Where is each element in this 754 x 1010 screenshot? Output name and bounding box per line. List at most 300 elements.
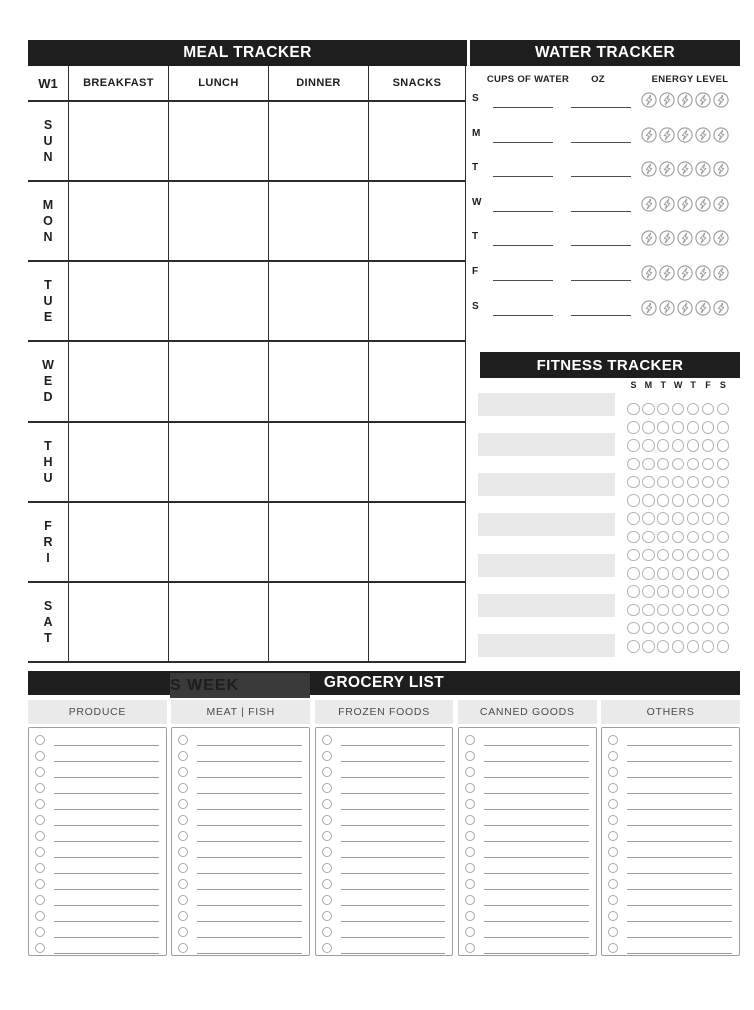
fitness-check-circle[interactable] <box>717 622 729 634</box>
grocery-item-line[interactable] <box>627 953 732 954</box>
item-bullet-circle[interactable] <box>35 927 45 937</box>
grocery-item-line[interactable] <box>627 889 732 890</box>
item-bullet-circle[interactable] <box>322 927 332 937</box>
fitness-check-circle[interactable] <box>702 567 714 579</box>
grocery-item-row[interactable] <box>29 795 166 811</box>
fitness-check-circle[interactable] <box>702 439 714 451</box>
item-bullet-circle[interactable] <box>35 799 45 809</box>
item-bullet-circle[interactable] <box>465 815 475 825</box>
fitness-check-circle[interactable] <box>657 585 669 597</box>
grocery-item-row[interactable] <box>459 843 596 859</box>
grocery-item-line[interactable] <box>197 937 302 938</box>
grocery-item-row[interactable] <box>29 827 166 843</box>
grocery-item-line[interactable] <box>54 761 159 762</box>
fitness-check-circle[interactable] <box>657 604 669 616</box>
grocery-item-row[interactable] <box>316 779 453 795</box>
grocery-item-line[interactable] <box>627 905 732 906</box>
item-bullet-circle[interactable] <box>608 767 618 777</box>
grocery-item-row[interactable] <box>29 843 166 859</box>
energy-bolt-icon[interactable] <box>695 230 711 251</box>
activity-name-field[interactable] <box>478 634 615 657</box>
cups-entry-line[interactable] <box>493 142 553 143</box>
grocery-item-line[interactable] <box>627 761 732 762</box>
fitness-check-circle[interactable] <box>702 494 714 506</box>
energy-bolt-icon[interactable] <box>641 161 657 182</box>
energy-bolt-icon[interactable] <box>713 127 729 148</box>
item-bullet-circle[interactable] <box>178 799 188 809</box>
fitness-check-circle[interactable] <box>672 640 684 652</box>
item-bullet-circle[interactable] <box>178 911 188 921</box>
item-bullet-circle[interactable] <box>465 895 475 905</box>
grocery-item-row[interactable] <box>29 923 166 939</box>
meal-cell-wed-breakfast[interactable] <box>69 342 169 420</box>
item-bullet-circle[interactable] <box>608 751 618 761</box>
fitness-check-circle[interactable] <box>717 458 729 470</box>
grocery-item-row[interactable] <box>602 795 739 811</box>
fitness-check-circle[interactable] <box>702 403 714 415</box>
fitness-check-circle[interactable] <box>642 476 654 488</box>
fitness-check-circle[interactable] <box>717 476 729 488</box>
grocery-item-line[interactable] <box>341 921 446 922</box>
energy-bolt-icon[interactable] <box>659 161 675 182</box>
grocery-item-row[interactable] <box>29 779 166 795</box>
item-bullet-circle[interactable] <box>608 863 618 873</box>
fitness-check-circle[interactable] <box>657 458 669 470</box>
fitness-check-circle[interactable] <box>717 494 729 506</box>
fitness-check-circle[interactable] <box>672 512 684 524</box>
item-bullet-circle[interactable] <box>608 847 618 857</box>
cups-entry-line[interactable] <box>493 245 553 246</box>
grocery-item-line[interactable] <box>197 777 302 778</box>
meal-cell-fri-snacks[interactable] <box>369 503 466 581</box>
item-bullet-circle[interactable] <box>465 879 475 889</box>
item-bullet-circle[interactable] <box>35 943 45 953</box>
item-bullet-circle[interactable] <box>608 927 618 937</box>
item-bullet-circle[interactable] <box>322 783 332 793</box>
item-bullet-circle[interactable] <box>465 927 475 937</box>
fitness-check-circle[interactable] <box>672 549 684 561</box>
fitness-check-circle[interactable] <box>642 604 654 616</box>
energy-bolt-icon[interactable] <box>695 300 711 321</box>
grocery-item-row[interactable] <box>172 811 309 827</box>
grocery-item-row[interactable] <box>29 763 166 779</box>
cups-entry-line[interactable] <box>493 107 553 108</box>
grocery-item-line[interactable] <box>627 873 732 874</box>
fitness-check-circle[interactable] <box>642 512 654 524</box>
grocery-item-row[interactable] <box>316 747 453 763</box>
grocery-item-row[interactable] <box>459 731 596 747</box>
item-bullet-circle[interactable] <box>35 831 45 841</box>
energy-bolt-icon[interactable] <box>695 196 711 217</box>
grocery-item-row[interactable] <box>29 907 166 923</box>
fitness-check-circle[interactable] <box>657 403 669 415</box>
fitness-check-circle[interactable] <box>627 476 639 488</box>
grocery-item-row[interactable] <box>172 843 309 859</box>
fitness-check-circle[interactable] <box>642 549 654 561</box>
oz-entry-line[interactable] <box>571 280 631 281</box>
grocery-item-line[interactable] <box>627 793 732 794</box>
fitness-check-circle[interactable] <box>642 439 654 451</box>
meal-cell-fri-dinner[interactable] <box>269 503 369 581</box>
grocery-item-line[interactable] <box>54 905 159 906</box>
grocery-item-row[interactable] <box>316 795 453 811</box>
fitness-check-circle[interactable] <box>717 567 729 579</box>
grocery-item-row[interactable] <box>316 939 453 955</box>
grocery-item-line[interactable] <box>484 809 589 810</box>
grocery-item-row[interactable] <box>602 843 739 859</box>
fitness-check-circle[interactable] <box>627 531 639 543</box>
meal-cell-wed-dinner[interactable] <box>269 342 369 420</box>
item-bullet-circle[interactable] <box>178 927 188 937</box>
grocery-item-line[interactable] <box>484 889 589 890</box>
fitness-check-circle[interactable] <box>657 622 669 634</box>
grocery-item-line[interactable] <box>484 953 589 954</box>
grocery-item-row[interactable] <box>172 875 309 891</box>
grocery-item-line[interactable] <box>54 921 159 922</box>
fitness-check-circle[interactable] <box>687 622 699 634</box>
fitness-check-circle[interactable] <box>717 403 729 415</box>
fitness-check-circle[interactable] <box>672 421 684 433</box>
grocery-item-line[interactable] <box>484 905 589 906</box>
meal-cell-thu-breakfast[interactable] <box>69 423 169 501</box>
item-bullet-circle[interactable] <box>35 815 45 825</box>
item-bullet-circle[interactable] <box>465 847 475 857</box>
fitness-check-circle[interactable] <box>702 512 714 524</box>
item-bullet-circle[interactable] <box>35 735 45 745</box>
grocery-item-row[interactable] <box>172 763 309 779</box>
grocery-item-row[interactable] <box>602 859 739 875</box>
grocery-item-line[interactable] <box>484 841 589 842</box>
fitness-check-circle[interactable] <box>627 403 639 415</box>
energy-bolt-icon[interactable] <box>713 161 729 182</box>
fitness-check-circle[interactable] <box>657 549 669 561</box>
grocery-item-line[interactable] <box>341 905 446 906</box>
activity-name-field[interactable] <box>478 433 615 456</box>
fitness-check-circle[interactable] <box>717 439 729 451</box>
grocery-item-row[interactable] <box>459 907 596 923</box>
activity-name-field[interactable] <box>478 513 615 536</box>
grocery-item-row[interactable] <box>459 827 596 843</box>
meal-cell-tue-dinner[interactable] <box>269 262 369 340</box>
item-bullet-circle[interactable] <box>322 847 332 857</box>
oz-entry-line[interactable] <box>571 211 631 212</box>
item-bullet-circle[interactable] <box>178 831 188 841</box>
fitness-check-circle[interactable] <box>687 640 699 652</box>
meal-cell-wed-lunch[interactable] <box>169 342 269 420</box>
grocery-item-line[interactable] <box>54 889 159 890</box>
grocery-item-line[interactable] <box>484 921 589 922</box>
fitness-check-circle[interactable] <box>717 531 729 543</box>
fitness-check-circle[interactable] <box>672 622 684 634</box>
fitness-check-circle[interactable] <box>672 531 684 543</box>
grocery-item-line[interactable] <box>197 841 302 842</box>
fitness-check-circle[interactable] <box>627 567 639 579</box>
grocery-item-line[interactable] <box>197 921 302 922</box>
item-bullet-circle[interactable] <box>322 911 332 921</box>
grocery-item-line[interactable] <box>341 873 446 874</box>
grocery-item-row[interactable] <box>29 939 166 955</box>
meal-cell-tue-lunch[interactable] <box>169 262 269 340</box>
grocery-item-row[interactable] <box>29 859 166 875</box>
item-bullet-circle[interactable] <box>465 751 475 761</box>
grocery-item-row[interactable] <box>172 795 309 811</box>
grocery-item-row[interactable] <box>316 891 453 907</box>
item-bullet-circle[interactable] <box>608 735 618 745</box>
fitness-check-circle[interactable] <box>672 604 684 616</box>
fitness-check-circle[interactable] <box>672 476 684 488</box>
oz-entry-line[interactable] <box>571 245 631 246</box>
energy-bolt-icon[interactable] <box>659 230 675 251</box>
fitness-check-circle[interactable] <box>687 567 699 579</box>
grocery-item-row[interactable] <box>459 875 596 891</box>
item-bullet-circle[interactable] <box>465 735 475 745</box>
fitness-check-circle[interactable] <box>627 585 639 597</box>
activity-name-field[interactable] <box>478 473 615 496</box>
grocery-item-row[interactable] <box>316 875 453 891</box>
grocery-item-row[interactable] <box>316 923 453 939</box>
grocery-item-row[interactable] <box>29 875 166 891</box>
grocery-item-row[interactable] <box>602 763 739 779</box>
energy-bolt-icon[interactable] <box>659 92 675 113</box>
fitness-check-circle[interactable] <box>672 439 684 451</box>
energy-bolt-icon[interactable] <box>713 300 729 321</box>
grocery-item-line[interactable] <box>484 745 589 746</box>
grocery-item-row[interactable] <box>316 843 453 859</box>
fitness-check-circle[interactable] <box>687 421 699 433</box>
energy-bolt-icon[interactable] <box>677 161 693 182</box>
item-bullet-circle[interactable] <box>608 943 618 953</box>
grocery-item-row[interactable] <box>602 779 739 795</box>
grocery-item-line[interactable] <box>341 857 446 858</box>
fitness-check-circle[interactable] <box>657 640 669 652</box>
item-bullet-circle[interactable] <box>35 847 45 857</box>
fitness-check-circle[interactable] <box>717 604 729 616</box>
fitness-check-circle[interactable] <box>672 494 684 506</box>
energy-bolt-icon[interactable] <box>695 92 711 113</box>
grocery-item-line[interactable] <box>627 937 732 938</box>
meal-cell-sun-lunch[interactable] <box>169 102 269 180</box>
grocery-item-row[interactable] <box>29 731 166 747</box>
grocery-item-line[interactable] <box>627 857 732 858</box>
grocery-item-row[interactable] <box>602 891 739 907</box>
meal-cell-fri-lunch[interactable] <box>169 503 269 581</box>
item-bullet-circle[interactable] <box>35 783 45 793</box>
item-bullet-circle[interactable] <box>608 783 618 793</box>
fitness-check-circle[interactable] <box>657 531 669 543</box>
item-bullet-circle[interactable] <box>35 879 45 889</box>
item-bullet-circle[interactable] <box>178 943 188 953</box>
grocery-item-row[interactable] <box>602 907 739 923</box>
grocery-item-row[interactable] <box>602 747 739 763</box>
energy-bolt-icon[interactable] <box>659 265 675 286</box>
fitness-check-circle[interactable] <box>717 421 729 433</box>
meal-cell-tue-snacks[interactable] <box>369 262 466 340</box>
fitness-check-circle[interactable] <box>702 421 714 433</box>
item-bullet-circle[interactable] <box>178 735 188 745</box>
energy-bolt-icon[interactable] <box>659 196 675 217</box>
item-bullet-circle[interactable] <box>608 799 618 809</box>
fitness-check-circle[interactable] <box>657 494 669 506</box>
grocery-item-row[interactable] <box>316 763 453 779</box>
grocery-item-line[interactable] <box>197 793 302 794</box>
item-bullet-circle[interactable] <box>178 863 188 873</box>
meal-cell-sun-breakfast[interactable] <box>69 102 169 180</box>
fitness-check-circle[interactable] <box>642 567 654 579</box>
grocery-item-line[interactable] <box>627 777 732 778</box>
grocery-item-row[interactable] <box>29 891 166 907</box>
grocery-item-line[interactable] <box>54 825 159 826</box>
fitness-check-circle[interactable] <box>627 549 639 561</box>
grocery-item-row[interactable] <box>172 891 309 907</box>
fitness-check-circle[interactable] <box>702 458 714 470</box>
item-bullet-circle[interactable] <box>608 911 618 921</box>
item-bullet-circle[interactable] <box>178 767 188 777</box>
activity-name-field[interactable] <box>478 594 615 617</box>
grocery-item-row[interactable] <box>459 763 596 779</box>
fitness-check-circle[interactable] <box>687 476 699 488</box>
grocery-item-line[interactable] <box>197 953 302 954</box>
grocery-item-row[interactable] <box>459 779 596 795</box>
grocery-item-row[interactable] <box>172 859 309 875</box>
grocery-item-line[interactable] <box>484 825 589 826</box>
item-bullet-circle[interactable] <box>322 735 332 745</box>
fitness-check-circle[interactable] <box>717 549 729 561</box>
fitness-check-circle[interactable] <box>672 403 684 415</box>
grocery-item-row[interactable] <box>172 907 309 923</box>
item-bullet-circle[interactable] <box>465 767 475 777</box>
fitness-check-circle[interactable] <box>717 640 729 652</box>
grocery-item-line[interactable] <box>54 953 159 954</box>
fitness-check-circle[interactable] <box>702 549 714 561</box>
fitness-check-circle[interactable] <box>702 585 714 597</box>
fitness-check-circle[interactable] <box>642 622 654 634</box>
energy-bolt-icon[interactable] <box>677 127 693 148</box>
fitness-check-circle[interactable] <box>627 604 639 616</box>
item-bullet-circle[interactable] <box>35 767 45 777</box>
fitness-check-circle[interactable] <box>702 531 714 543</box>
grocery-item-line[interactable] <box>341 889 446 890</box>
fitness-check-circle[interactable] <box>642 421 654 433</box>
grocery-item-row[interactable] <box>29 747 166 763</box>
fitness-check-circle[interactable] <box>702 604 714 616</box>
item-bullet-circle[interactable] <box>322 863 332 873</box>
fitness-check-circle[interactable] <box>687 604 699 616</box>
grocery-item-line[interactable] <box>54 809 159 810</box>
oz-entry-line[interactable] <box>571 315 631 316</box>
grocery-item-line[interactable] <box>341 825 446 826</box>
item-bullet-circle[interactable] <box>465 783 475 793</box>
grocery-item-line[interactable] <box>341 761 446 762</box>
energy-bolt-icon[interactable] <box>695 161 711 182</box>
fitness-check-circle[interactable] <box>672 585 684 597</box>
fitness-check-circle[interactable] <box>687 549 699 561</box>
item-bullet-circle[interactable] <box>608 895 618 905</box>
fitness-check-circle[interactable] <box>657 512 669 524</box>
fitness-check-circle[interactable] <box>672 567 684 579</box>
item-bullet-circle[interactable] <box>465 863 475 873</box>
meal-cell-sat-snacks[interactable] <box>369 583 466 661</box>
energy-bolt-icon[interactable] <box>641 196 657 217</box>
grocery-item-row[interactable] <box>29 811 166 827</box>
item-bullet-circle[interactable] <box>465 799 475 809</box>
cups-entry-line[interactable] <box>493 280 553 281</box>
fitness-check-circle[interactable] <box>627 512 639 524</box>
fitness-check-circle[interactable] <box>702 622 714 634</box>
fitness-check-circle[interactable] <box>687 439 699 451</box>
fitness-check-circle[interactable] <box>642 585 654 597</box>
grocery-item-line[interactable] <box>627 809 732 810</box>
grocery-item-line[interactable] <box>54 777 159 778</box>
grocery-item-line[interactable] <box>627 921 732 922</box>
item-bullet-circle[interactable] <box>35 895 45 905</box>
fitness-check-circle[interactable] <box>627 439 639 451</box>
energy-bolt-icon[interactable] <box>641 127 657 148</box>
energy-bolt-icon[interactable] <box>677 265 693 286</box>
grocery-item-row[interactable] <box>316 907 453 923</box>
oz-entry-line[interactable] <box>571 142 631 143</box>
grocery-item-row[interactable] <box>172 747 309 763</box>
item-bullet-circle[interactable] <box>322 767 332 777</box>
grocery-item-row[interactable] <box>459 859 596 875</box>
energy-bolt-icon[interactable] <box>677 300 693 321</box>
energy-bolt-icon[interactable] <box>713 230 729 251</box>
grocery-item-row[interactable] <box>602 939 739 955</box>
energy-bolt-icon[interactable] <box>659 127 675 148</box>
meal-cell-sat-breakfast[interactable] <box>69 583 169 661</box>
fitness-check-circle[interactable] <box>702 640 714 652</box>
energy-bolt-icon[interactable] <box>677 196 693 217</box>
meal-cell-mon-dinner[interactable] <box>269 182 369 260</box>
fitness-check-circle[interactable] <box>642 531 654 543</box>
item-bullet-circle[interactable] <box>322 831 332 841</box>
fitness-check-circle[interactable] <box>657 439 669 451</box>
grocery-item-line[interactable] <box>341 777 446 778</box>
grocery-item-row[interactable] <box>172 731 309 747</box>
fitness-check-circle[interactable] <box>687 512 699 524</box>
cups-entry-line[interactable] <box>493 211 553 212</box>
fitness-check-circle[interactable] <box>687 494 699 506</box>
meal-cell-sat-lunch[interactable] <box>169 583 269 661</box>
grocery-item-row[interactable] <box>602 923 739 939</box>
energy-bolt-icon[interactable] <box>713 92 729 113</box>
energy-bolt-icon[interactable] <box>641 230 657 251</box>
activity-name-field[interactable] <box>478 393 615 416</box>
fitness-check-circle[interactable] <box>657 421 669 433</box>
item-bullet-circle[interactable] <box>35 863 45 873</box>
grocery-item-row[interactable] <box>602 731 739 747</box>
grocery-item-line[interactable] <box>341 793 446 794</box>
grocery-item-line[interactable] <box>197 905 302 906</box>
energy-bolt-icon[interactable] <box>695 265 711 286</box>
grocery-item-line[interactable] <box>54 873 159 874</box>
item-bullet-circle[interactable] <box>178 815 188 825</box>
energy-bolt-icon[interactable] <box>641 265 657 286</box>
grocery-item-line[interactable] <box>627 745 732 746</box>
meal-cell-mon-breakfast[interactable] <box>69 182 169 260</box>
grocery-item-row[interactable] <box>459 747 596 763</box>
fitness-check-circle[interactable] <box>642 640 654 652</box>
grocery-item-line[interactable] <box>341 937 446 938</box>
energy-bolt-icon[interactable] <box>713 196 729 217</box>
fitness-check-circle[interactable] <box>627 622 639 634</box>
meal-cell-sun-snacks[interactable] <box>369 102 466 180</box>
item-bullet-circle[interactable] <box>322 879 332 889</box>
grocery-item-line[interactable] <box>197 825 302 826</box>
fitness-check-circle[interactable] <box>657 476 669 488</box>
grocery-item-row[interactable] <box>316 859 453 875</box>
energy-bolt-icon[interactable] <box>659 300 675 321</box>
fitness-check-circle[interactable] <box>687 531 699 543</box>
